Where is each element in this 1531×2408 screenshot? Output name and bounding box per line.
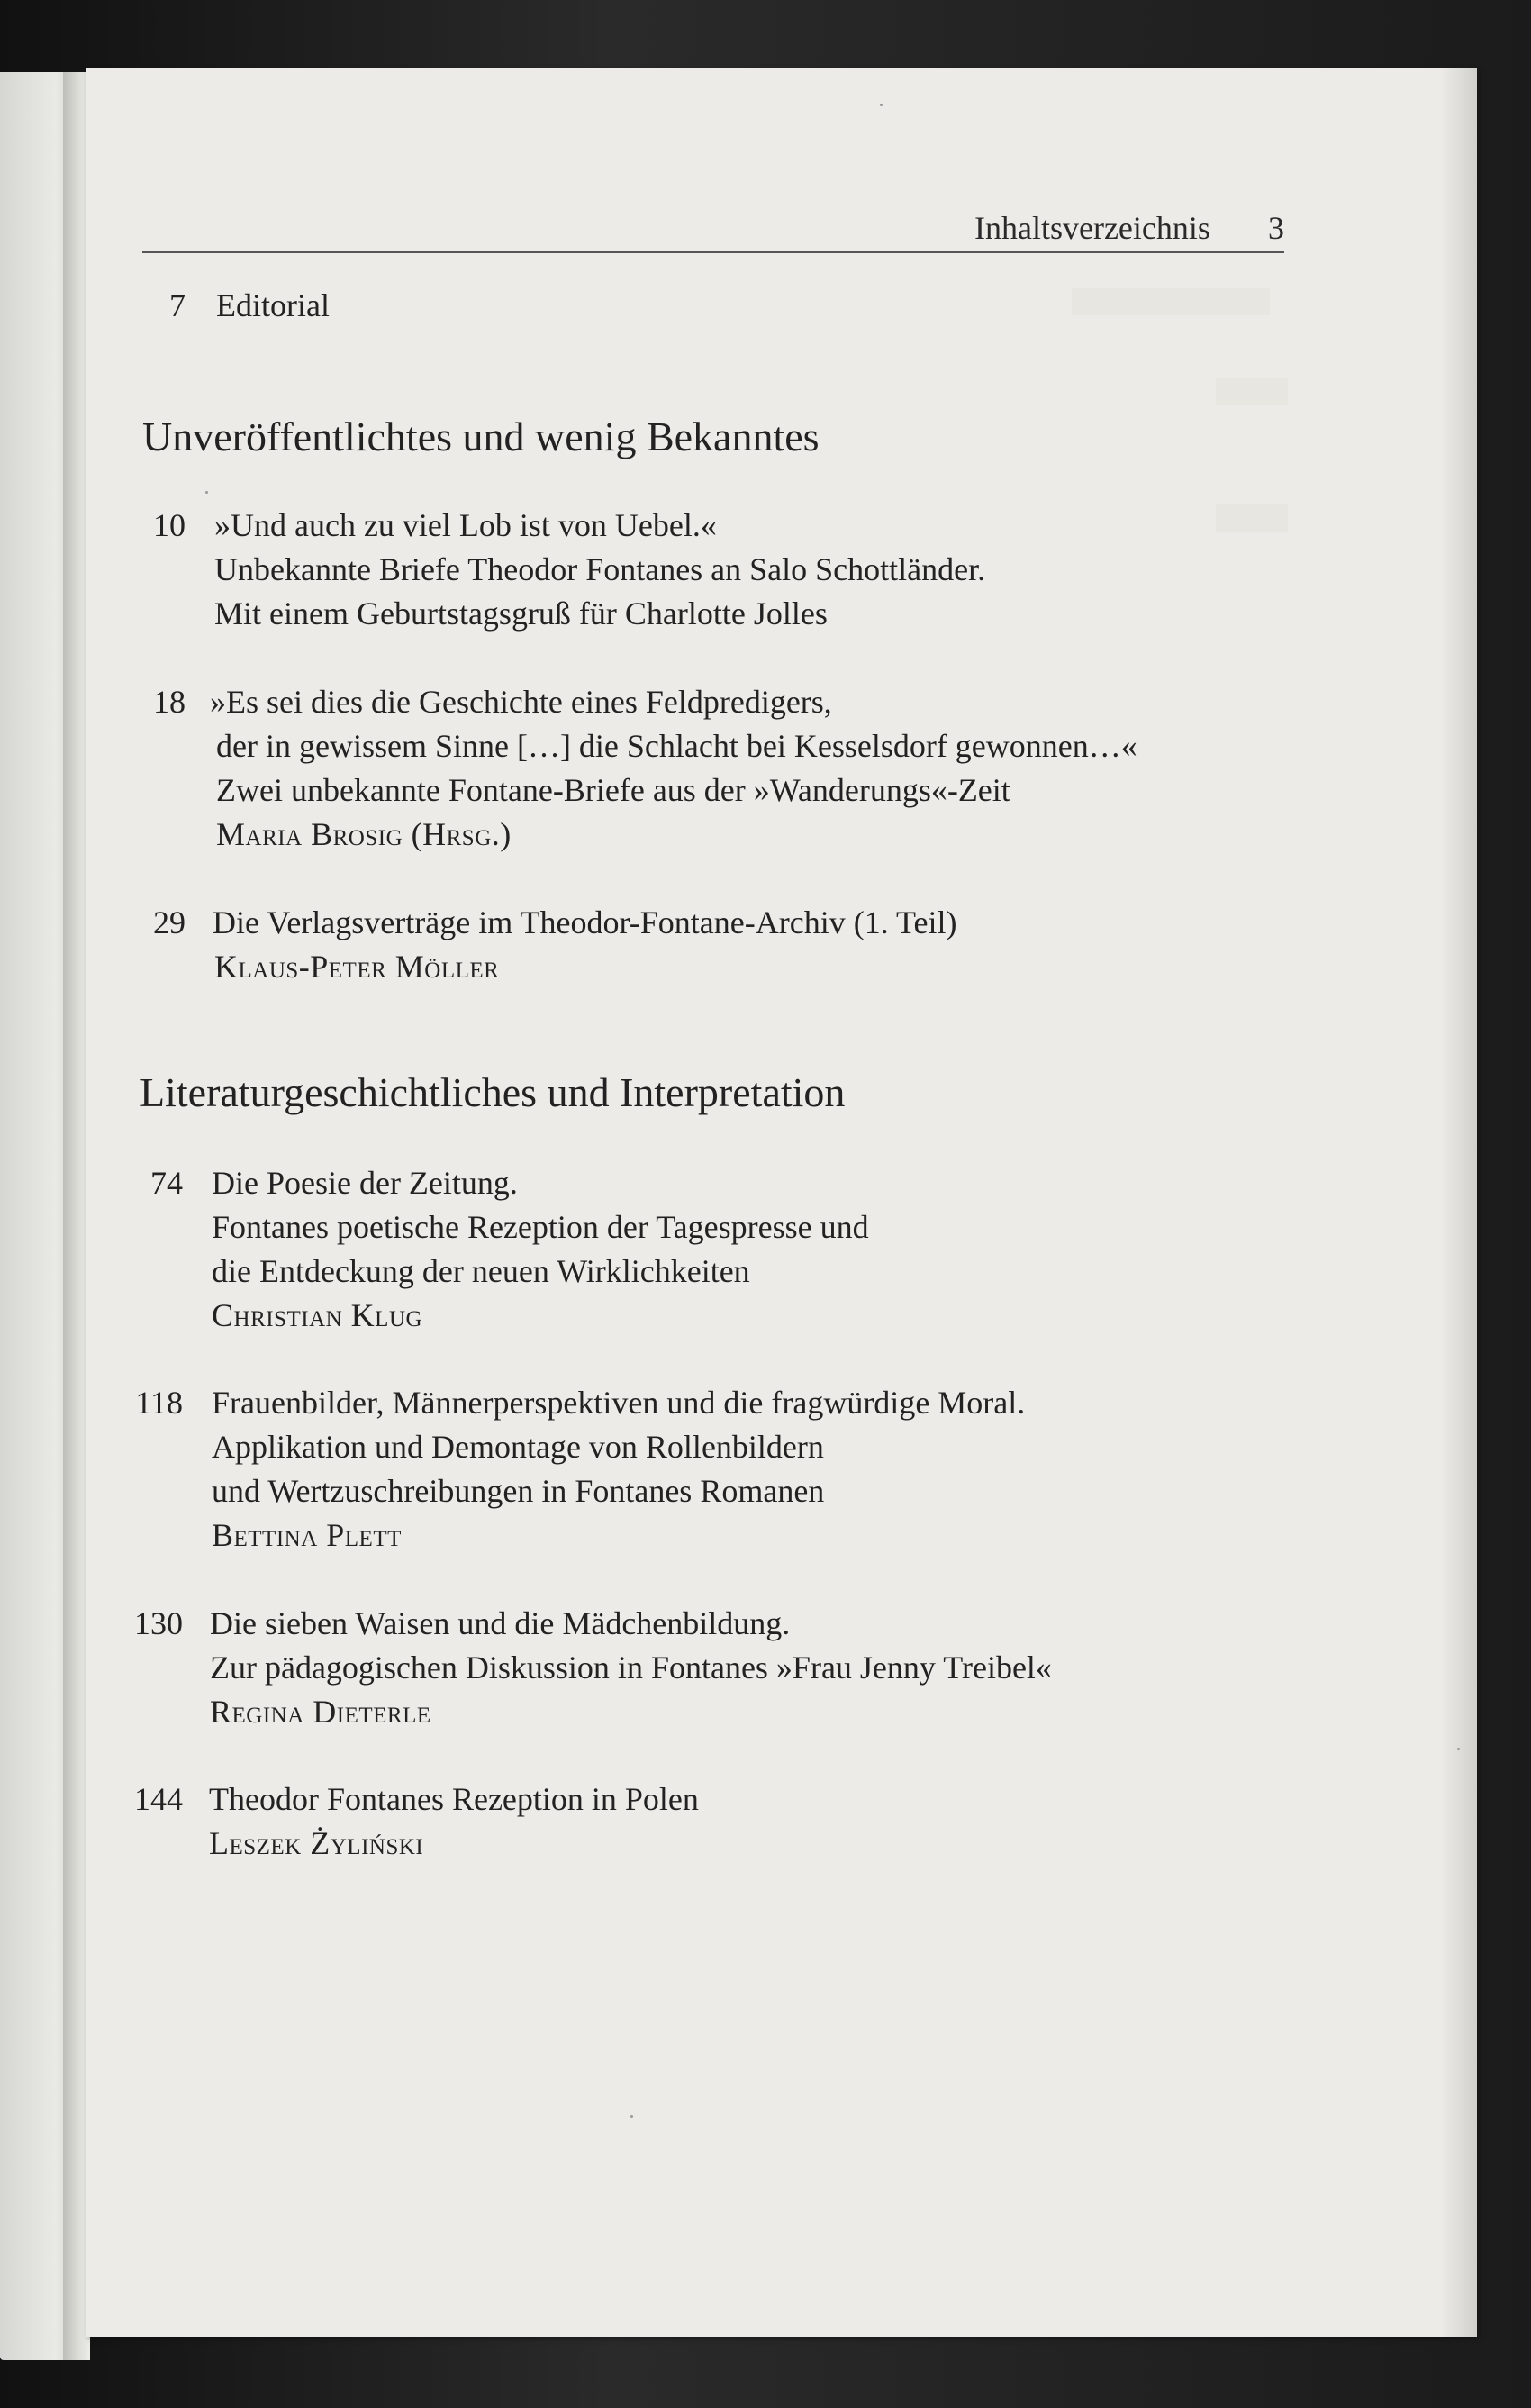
page-edge-shadow [1441,68,1477,2337]
entry-page-number: 18 [153,684,186,720]
entry-author: Regina Dieterle [210,1694,431,1730]
entry-subtitle-line: und Wertzuschreibungen in Fontanes Romanen [212,1473,825,1509]
entry-author: Bettina Plett [212,1517,402,1553]
section-heading: Literaturgeschichtliches und Interpretation [140,1069,846,1115]
entry-title-line: Die Poesie der Zeitung. [212,1165,518,1201]
entry-page-number: 144 [134,1781,183,1817]
entry-title-line: »Es sei dies die Geschichte eines Feldpredigers, [210,684,832,720]
entry-title-line: der in gewissem Sinne […] die Schlacht bei Kesselsdorf gewonnen…« [216,728,1137,764]
entry-subtitle-line: die Entdeckung der neuen Wirklichkeiten [212,1253,750,1289]
entry-subtitle-line: Applikation und Demontage von Rollenbildern [212,1429,824,1465]
entry-title-line: Die Verlagsverträge im Theodor-Fontane-Archiv (1. Teil) [213,904,957,940]
scan-speck [205,491,208,494]
entry-title-line: Die sieben Waisen und die Mädchenbildung. [210,1605,791,1641]
scan-speck [630,2115,633,2118]
scan-speck [1457,1748,1460,1750]
entry-author: Klaus-Peter Möller [214,949,500,985]
entry-page-number: 118 [135,1385,183,1421]
header-rule [142,251,1284,253]
entry-author: Christian Klug [212,1297,423,1333]
scan-speck [880,104,883,106]
entry-subtitle-line: Fontanes poetische Rezeption der Tagespresse und [212,1209,869,1245]
entry-title-line: Frauenbilder, Männerperspektiven und die fragwürdige Moral. [212,1385,1026,1421]
entry-subtitle-line: Zur pädagogischen Diskussion in Fontanes »Frau Jenny Treibel« [210,1649,1052,1686]
editorial-title: Editorial [216,287,330,323]
entry-subtitle-line: Mit einem Geburtstagsgruß für Charlotte Jolles [214,595,828,632]
editorial-page-number: 7 [169,287,186,323]
entry-author: Maria Brosig (Hrsg.) [216,816,512,852]
page-number: 3 [1268,210,1284,246]
section-heading: Unveröffentlichtes und wenig Bekanntes [142,413,820,459]
entry-author: Leszek Żyliński [209,1825,424,1861]
entry-page-number: 74 [150,1165,183,1201]
entry-page-number: 10 [153,507,186,543]
entry-page-number: 29 [153,904,186,940]
entry-subtitle-line: Zwei unbekannte Fontane-Briefe aus der »Wanderungs«-Zeit [216,772,1010,808]
entry-subtitle-line: Unbekannte Briefe Theodor Fontanes an Salo Schottländer. [214,551,986,587]
entry-title-line: »Und auch zu viel Lob ist von Uebel.« [214,507,717,543]
entry-page-number: 130 [134,1605,183,1641]
book-page [86,68,1477,2337]
entry-title-line: Theodor Fontanes Rezeption in Polen [209,1781,699,1817]
running-header-title: Inhaltsverzeichnis [974,210,1210,246]
